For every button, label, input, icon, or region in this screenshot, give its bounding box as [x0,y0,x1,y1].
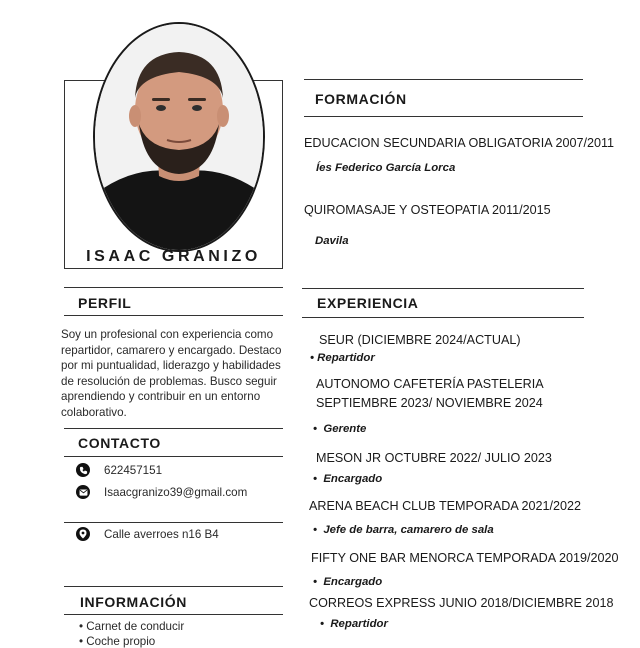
contact-phone-row[interactable] [76,463,162,477]
experiencia-role: • Encargado [313,473,383,485]
contact-address-row[interactable] [76,527,219,541]
contact-address: Calle averroes n16 B4 [104,527,219,541]
formacion-place: Íes Federico García Lorca [316,162,456,174]
informacion-item: • Coche propio [79,635,156,648]
experiencia-role: • Gerente [313,423,367,435]
perfil-text: Soy un profesional con experiencia como repartidor, camarero y encargado. Destaco por mi puntualidad, liderazgo y habilidades de resolución de problemas. Busco seguir aprendiendo y contribuir en un entorno colaborativo. [61,328,282,419]
formacion-rule-top [304,79,583,80]
experiencia-title: MESON JR OCTUBRE 2022/ JULIO 2023 [316,451,552,465]
person-name: ISAAC GRANIZO [86,248,261,265]
perfil-heading: PERFIL [78,295,132,311]
formacion-title: EDUCACION SECUNDARIA OBLIGATORIA 2007/2011 [304,136,615,150]
formacion-rule-bottom [304,116,583,117]
experiencia-title: CORREOS EXPRESS JUNIO 2018/DICIEMBRE 2018 [309,596,614,610]
contact-email-row[interactable] [76,485,247,499]
experiencia-rule-bottom [302,317,584,318]
portrait-illustration [95,24,263,250]
experiencia-title: SEUR (DICIEMBRE 2024/ACTUAL) [319,333,521,347]
experiencia-title-line2: SEPTIEMBRE 2023/ NOVIEMBRE 2024 [316,396,543,410]
perfil-rule-bottom [64,315,283,316]
experiencia-title: ARENA BEACH CLUB TEMPORADA 2021/2022 [309,499,582,513]
experiencia-heading: EXPERIENCIA [317,295,419,311]
phone-icon [76,463,90,477]
contacto-rule-top [64,428,283,429]
email-icon [76,485,90,499]
contacto-heading: CONTACTO [78,435,161,451]
informacion-rule-top [64,586,283,587]
contact-email: Isaacgranizo39@gmail.com [104,485,248,499]
formacion-title: QUIROMASAJE Y OSTEOPATIA 2011/2015 [304,203,551,217]
formacion-heading: FORMACIÓN [315,91,407,107]
experiencia-title: AUTONOMO CAFETERÍA PASTELERIA [316,377,544,391]
informacion-heading: INFORMACIÓN [80,594,187,610]
experiencia-role: • Repartidor [310,352,375,364]
informacion-rule-bottom [64,614,283,615]
formacion-place: Davila [315,235,349,247]
experiencia-role: • Encargado [313,576,383,588]
contacto-rule-bottom [64,456,283,457]
profile-photo [93,22,265,252]
contacto-address-rule [64,522,283,523]
experiencia-role: • Repartidor [320,618,388,630]
perfil-rule-top [64,287,283,288]
informacion-item: • Carnet de conducir [79,620,185,633]
contact-phone: 622457151 [104,463,163,477]
experiencia-title: FIFTY ONE BAR MENORCA TEMPORADA 2019/2020 [311,551,619,565]
name-underline [64,268,283,269]
experiencia-rule-top [302,288,584,289]
experiencia-role: • Jefe de barra, camarero de sala [313,524,494,536]
location-pin-icon [76,527,90,541]
